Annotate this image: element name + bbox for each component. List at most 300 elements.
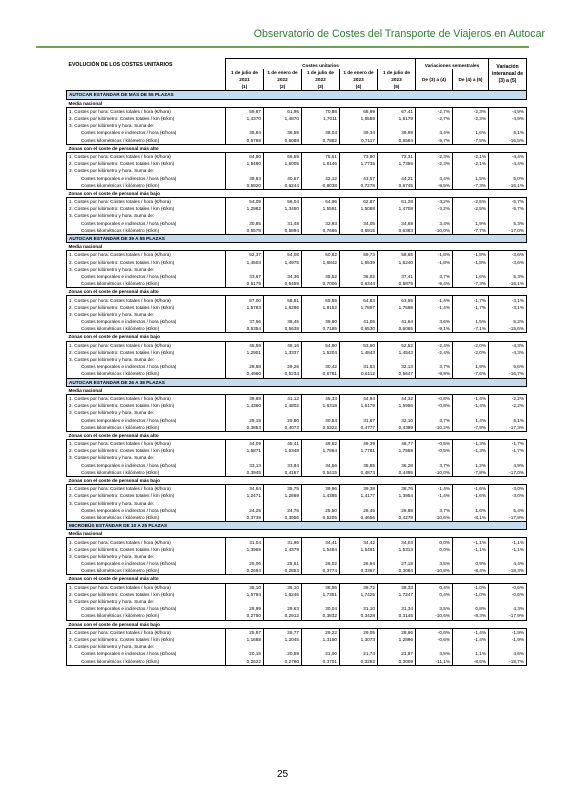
row-label: Costes temporales e indirectos / hora (€/hora) (67, 318, 226, 325)
value-cell: -3,2% (416, 205, 453, 212)
cost-evolution-table (66, 58, 527, 666)
value-cell: -2,4% (416, 349, 453, 356)
value-cell: 20,59 (264, 650, 302, 657)
value-cell: 41,12 (264, 394, 302, 402)
value-cell: -18,7% (489, 657, 527, 665)
empty-cell (378, 356, 416, 363)
value-cell: 21,74 (340, 650, 378, 657)
value-cell: 35,85 (340, 462, 378, 469)
zone-title: Zonas con el coste de personal más bajo (68, 478, 160, 484)
value-cell: 1,6% (453, 507, 489, 514)
value-cell: -8,1% (453, 514, 489, 522)
empty-cell (378, 409, 416, 416)
value-cell: 0,6383 (378, 227, 416, 235)
row-label: Costes temporales e indirectos / hora (€/hora) (67, 220, 226, 227)
value-cell: 1,4708 (378, 205, 416, 212)
value-cell: -16,7% (489, 370, 527, 378)
row-label: Costes kilométricos / kilómetro (€/km) (67, 137, 226, 145)
value-cell: 1,3450 (264, 205, 302, 212)
value-cell: 75,61 (302, 152, 340, 160)
col-header-var-4-5: De (4) a (5) (453, 69, 489, 91)
value-cell: -2,1% (453, 152, 489, 160)
table-row (67, 227, 527, 235)
col-num-3: (3) (302, 83, 340, 91)
value-cell: -4,3% (489, 341, 527, 349)
value-cell: -2,3% (453, 115, 489, 122)
value-cell: -0,6% (489, 583, 527, 591)
table-row (67, 304, 527, 311)
row-label: Costes temporales e indirectos / hora (€/hora) (67, 650, 226, 657)
value-cell: -2,5% (453, 198, 489, 206)
table-row (67, 598, 527, 605)
value-cell: -9,5% (416, 182, 453, 190)
value-cell: 34,42 (340, 538, 378, 546)
row-label: 2. Costes por kilómetro: Costes totales / km (€/km) (67, 402, 226, 409)
value-cell: 29,05 (340, 628, 378, 636)
table-row (67, 370, 527, 378)
empty-cell (416, 598, 453, 605)
value-cell: 30,04 (302, 605, 340, 612)
value-cell: -2,4% (416, 341, 453, 349)
row-label: 3. Costes por kilómetro y hora. Suma de: (67, 598, 226, 605)
empty-cell (416, 212, 453, 219)
value-cell: 1,1688 (226, 636, 264, 643)
empty-cell (416, 167, 453, 174)
value-cell: 38,76 (378, 485, 416, 493)
value-cell: 56,04 (264, 198, 302, 206)
value-cell: 0,6112 (340, 370, 378, 378)
value-cell: 0,4656 (340, 514, 378, 522)
value-cell: -17,9% (489, 612, 527, 620)
value-cell: -7,3% (453, 182, 489, 190)
value-cell: -3,1% (489, 304, 527, 311)
section-title-cell: EVOLUCIÓN DE LOS COSTES UNITARIOS (68, 62, 173, 69)
value-cell: 29,80 (264, 416, 302, 423)
value-cell: 4,4% (489, 560, 527, 567)
row-label: 1. Costes por hora: Costes totales / hora (€/hora) (67, 341, 226, 349)
value-cell: 58,65 (378, 251, 416, 259)
row-label: Costes kilométricos / kilómetro (€/km) (67, 182, 226, 190)
table-row (67, 280, 527, 288)
value-cell: 62,87 (340, 198, 378, 206)
value-cell: -1,4% (416, 304, 453, 311)
value-cell: 1,6179 (378, 115, 416, 122)
value-cell: 0,4073 (264, 424, 302, 432)
value-cell: 0,6781 (302, 370, 340, 378)
row-label: 1. Costes por hora: Costes totales / hora (€/hora) (67, 440, 226, 448)
value-cell: -1,1% (489, 546, 527, 553)
value-cell: 20,15 (226, 650, 264, 657)
empty-cell (340, 500, 378, 507)
value-cell: 28,99 (226, 605, 264, 612)
empty-cell (453, 212, 489, 219)
value-cell: 25,97 (226, 628, 264, 636)
value-cell: -2,5% (453, 205, 489, 212)
value-cell: 32,93 (302, 220, 340, 227)
value-cell: -17,0% (489, 469, 527, 477)
value-cell: -2,3% (453, 107, 489, 115)
value-cell: 39,98 (378, 129, 416, 136)
value-cell: -9,9% (416, 370, 453, 378)
value-cell: 49,62 (302, 440, 340, 448)
value-cell: -3,1% (489, 296, 527, 304)
value-cell: 0,6088 (264, 137, 302, 145)
row-label: 1. Costes por hora: Costes totales / hora (€/hora) (67, 628, 226, 636)
value-cell: 21,97 (378, 650, 416, 657)
value-cell: 54,09 (226, 198, 264, 206)
empty-cell (416, 122, 453, 129)
value-cell: 0,8038 (302, 182, 340, 190)
empty-cell (226, 598, 264, 605)
value-cell: -17,3% (489, 424, 527, 432)
value-cell: -3,0% (489, 492, 527, 499)
value-cell: 0,4167 (264, 469, 302, 477)
value-cell: 33,67 (226, 273, 264, 280)
value-cell: 1,4543 (378, 349, 416, 356)
value-cell: 0,2750 (226, 612, 264, 620)
empty-cell (302, 311, 340, 318)
value-cell: -1,6% (453, 492, 489, 499)
value-cell: 3,4% (416, 174, 453, 181)
table-row (67, 212, 527, 219)
value-cell: -1,7% (453, 296, 489, 304)
table-row (67, 174, 527, 181)
value-cell: -10,8% (416, 567, 453, 575)
empty-cell (302, 212, 340, 219)
empty-cell (489, 643, 527, 650)
row-label: 3. Costes por kilómetro y hora. Suma de: (67, 643, 226, 650)
empty-cell (416, 454, 453, 461)
value-cell: 35,75 (264, 485, 302, 493)
empty-cell (226, 500, 264, 507)
empty-cell (264, 643, 302, 650)
value-cell: 36,28 (378, 462, 416, 469)
value-cell: 39,96 (302, 485, 340, 493)
row-label: Costes temporales e indirectos / hora (€/hora) (67, 363, 226, 370)
value-cell: 0,0% (416, 546, 453, 553)
empty-cell (264, 598, 302, 605)
value-cell: 21,00 (302, 650, 340, 657)
value-cell: 0,7006 (302, 280, 340, 288)
value-cell: -7,8% (453, 469, 489, 477)
empty-cell (340, 409, 378, 416)
value-cell: 1,6539 (340, 259, 378, 266)
empty-cell (489, 598, 527, 605)
row-label: 2. Costes por kilómetro: Costes totales / km (€/km) (67, 259, 226, 266)
value-cell: 40,67 (264, 174, 302, 181)
value-cell: 5,1% (489, 416, 527, 423)
table-row (67, 394, 527, 402)
value-cell: -1,8% (453, 251, 489, 259)
value-cell: 3,5% (416, 605, 453, 612)
value-cell: -17,8% (489, 514, 527, 522)
value-cell: 3,4% (416, 129, 453, 136)
value-cell: -10,6% (416, 612, 453, 620)
empty-cell (264, 311, 302, 318)
value-cell: 48,16 (264, 341, 302, 349)
row-label: Costes kilométricos / kilómetro (€/km) (67, 567, 226, 575)
value-cell: -18,3% (489, 567, 527, 575)
value-cell: 1,2045 (264, 636, 302, 643)
page-number: 25 (276, 769, 289, 780)
empty-cell (340, 454, 378, 461)
value-cell: 59,87 (226, 107, 264, 115)
empty-cell (264, 167, 302, 174)
value-cell: 1,6842 (302, 259, 340, 266)
empty-cell (302, 643, 340, 650)
row-label: 3. Costes por kilómetro y hora. Suma de: (67, 122, 226, 129)
value-cell: 61,96 (264, 107, 302, 115)
value-cell: 1,6240 (378, 259, 416, 266)
value-cell: -8,6% (453, 657, 489, 665)
value-cell: -1,4% (416, 296, 453, 304)
value-cell: 33,84 (264, 462, 302, 469)
col-num-5: (5) (378, 83, 416, 91)
empty-cell (340, 311, 378, 318)
row-label: 1. Costes por hora: Costes totales / hora (€/hora) (67, 394, 226, 402)
document-header-title: Observatorio de Costes del Transporte de Viajeros en Autocar (253, 28, 545, 40)
value-cell: 1,2901 (226, 349, 264, 356)
value-cell: 5,2% (489, 318, 527, 325)
value-cell: 3,4% (416, 220, 453, 227)
value-cell: 1,4843 (340, 349, 378, 356)
value-cell: 29,19 (226, 416, 264, 423)
table-row (67, 462, 527, 469)
value-cell: 1,5% (453, 174, 489, 181)
row-label: 1. Costes por hora: Costes totales / hora (€/hora) (67, 538, 226, 546)
value-cell: -11,1% (416, 657, 453, 665)
value-cell: 61,28 (378, 198, 416, 206)
table-row (67, 129, 527, 136)
value-cell: -2,2% (489, 394, 527, 402)
zone-title: Zonas con el coste de personal más alto (68, 432, 159, 438)
empty-cell (226, 167, 264, 174)
value-cell: 52,37 (226, 251, 264, 259)
category-title: AUTOCAR ESTÁNDAR DE 26 A 38 PLAZAS (67, 378, 527, 386)
value-cell: 38,45 (264, 318, 302, 325)
empty-cell (264, 356, 302, 363)
value-cell: 1,5484 (302, 546, 340, 553)
value-cell: 25,61 (264, 560, 302, 567)
value-cell: -2,2% (489, 402, 527, 409)
value-cell: 67,41 (378, 107, 416, 115)
value-cell: 41,05 (340, 318, 378, 325)
table-row (67, 356, 527, 363)
value-cell: 39,34 (340, 129, 378, 136)
value-cell: 0,6244 (264, 182, 302, 190)
value-cell: 0,5638 (264, 325, 302, 333)
category-row (67, 91, 527, 99)
value-cell: 26,02 (302, 560, 340, 567)
value-cell: 1,6005 (264, 160, 302, 167)
value-cell: 1,6% (453, 129, 489, 136)
value-cell: 0,5879 (378, 280, 416, 288)
empty-cell (489, 454, 527, 461)
value-cell: 39,89 (226, 394, 264, 402)
value-cell: -0,8% (416, 402, 453, 409)
row-label: 1. Costes por hora: Costes totales / hora (€/hora) (67, 152, 226, 160)
empty-cell (489, 122, 527, 129)
col-num-4: (4) (340, 83, 378, 91)
row-label: Costes temporales e indirectos / hora (€/hora) (67, 174, 226, 181)
row-label: Costes temporales e indirectos / hora (€/hora) (67, 560, 226, 567)
value-cell: 36,82 (340, 273, 378, 280)
value-cell: 0,9% (453, 560, 489, 567)
table-row (67, 553, 527, 560)
value-cell: -1,7% (489, 440, 527, 448)
value-cell: 44,32 (378, 394, 416, 402)
value-cell: 1,4379 (264, 546, 302, 553)
value-cell: 0,7666 (302, 227, 340, 235)
empty-cell (378, 553, 416, 560)
value-cell: 3,6% (416, 318, 453, 325)
table-row (67, 612, 527, 620)
row-label: Costes kilométricos / kilómetro (€/km) (67, 424, 226, 432)
table-row (67, 251, 527, 259)
value-cell: 36,59 (264, 129, 302, 136)
value-cell: -9,4% (416, 280, 453, 288)
value-cell: -0,5% (416, 440, 453, 448)
zone-header-row (67, 189, 527, 197)
value-cell: 44,21 (378, 174, 416, 181)
value-cell: -1,3% (453, 447, 489, 454)
zone-title: Zonas con el coste de personal más alto (68, 576, 159, 582)
value-cell: 1,4802 (264, 402, 302, 409)
value-cell: 0,0% (416, 538, 453, 546)
value-cell: -7,6% (453, 370, 489, 378)
value-cell: 0,3292 (340, 657, 378, 665)
value-cell: 1,7247 (378, 591, 416, 598)
value-cell: -1,0% (453, 591, 489, 598)
value-cell: 43,57 (340, 174, 378, 181)
value-cell: 0,5578 (226, 227, 264, 235)
value-cell: 29,22 (302, 628, 340, 636)
table-row (67, 198, 527, 206)
value-cell: -10,0% (416, 469, 453, 477)
value-cell: 0,3009 (378, 657, 416, 665)
value-cell: 73,90 (340, 152, 378, 160)
value-cell: 60,82 (302, 251, 340, 259)
empty-cell (489, 356, 527, 363)
value-cell: -0,6% (489, 591, 527, 598)
value-cell: 34,69 (378, 220, 416, 227)
value-cell: 3,7% (416, 273, 453, 280)
empty-cell (453, 643, 489, 650)
value-cell: 37,41 (378, 273, 416, 280)
value-cell: 1,7355 (378, 160, 416, 167)
zone-title: Media nacional (68, 531, 103, 537)
value-cell: 30,54 (302, 416, 340, 423)
row-label: 3. Costes por kilómetro y hora. Suma de: (67, 212, 226, 219)
zone-title: Zonas con el coste de personal más alto (68, 289, 159, 295)
value-cell: -9,7% (416, 137, 453, 145)
value-cell: 0,3367 (340, 567, 378, 575)
value-cell: 1,6246 (264, 591, 302, 598)
value-cell: 1,5871 (226, 447, 264, 454)
empty-cell (489, 553, 527, 560)
value-cell: 4,9% (489, 462, 527, 469)
value-cell: 0,5415 (302, 469, 340, 477)
row-label: 1. Costes por hora: Costes totales / hora (€/hora) (67, 251, 226, 259)
table-row (67, 650, 527, 657)
empty-cell (340, 598, 378, 605)
value-cell: 27,18 (378, 560, 416, 567)
row-label: 1. Costes por hora: Costes totales / hora (€/hora) (67, 198, 226, 206)
value-cell: 0,2622 (226, 657, 264, 665)
value-cell: 63,55 (378, 296, 416, 304)
empty-cell (226, 553, 264, 560)
category-title: AUTOCAR ESTÁNDAR DE 39 A 55 PLAZAS (67, 234, 527, 242)
table-row (67, 402, 527, 409)
empty-cell (302, 356, 340, 363)
value-cell: 1,8152 (302, 304, 340, 311)
value-cell: 0,4777 (340, 424, 378, 432)
value-cell: 1,5591 (302, 205, 340, 212)
value-cell: 38,04 (302, 129, 340, 136)
empty-cell (489, 167, 527, 174)
table-row (67, 122, 527, 129)
value-cell: -1,3% (453, 440, 489, 448)
value-cell: 24,76 (264, 507, 302, 514)
value-cell: -16,5% (489, 137, 527, 145)
empty-cell (340, 643, 378, 650)
table-row (67, 440, 527, 448)
value-cell: 0,3739 (226, 514, 264, 522)
value-cell: 44,09 (226, 440, 264, 448)
empty-cell (489, 212, 527, 219)
value-cell: 1,4385 (302, 492, 340, 499)
value-cell: -1,4% (453, 628, 489, 636)
table-row (67, 492, 527, 499)
value-cell: 38,72 (340, 583, 378, 591)
empty-cell (302, 598, 340, 605)
table-row (67, 560, 527, 567)
table-row (67, 318, 527, 325)
value-cell: 1,7864 (302, 447, 340, 454)
value-cell: 64,96 (302, 198, 340, 206)
row-label: 3. Costes por kilómetro y hora. Suma de: (67, 311, 226, 318)
value-cell: 31,04 (226, 538, 264, 546)
value-cell: 1,7781 (340, 447, 378, 454)
value-cell: 46,59 (226, 341, 264, 349)
empty-cell (264, 266, 302, 273)
value-cell: 31,34 (378, 605, 416, 612)
col-header-5: 1 de julio de 2023 (378, 69, 416, 83)
empty-cell (453, 266, 489, 273)
value-cell: 72,31 (378, 152, 416, 160)
empty-cell (264, 122, 302, 129)
table-row (67, 424, 527, 432)
value-cell: 0,5459 (264, 280, 302, 288)
empty-cell (378, 454, 416, 461)
zone-title: Media nacional (68, 100, 103, 106)
value-cell: 31,53 (340, 363, 378, 370)
table-row (67, 273, 527, 280)
value-cell: -1,7% (489, 447, 527, 454)
value-cell: -4,9% (489, 107, 527, 115)
empty-cell (226, 311, 264, 318)
value-cell: 38,33 (378, 583, 416, 591)
value-cell: 1,7897 (340, 304, 378, 311)
value-cell: 1,5313 (378, 546, 416, 553)
value-cell: 1,3954 (378, 492, 416, 499)
table-row (67, 657, 527, 665)
zone-title: Media nacional (68, 244, 103, 250)
value-cell: 0,6344 (340, 280, 378, 288)
header-costes-unitarios: Costes unitarios (226, 59, 416, 70)
empty-cell (416, 643, 453, 650)
table-row (67, 167, 527, 174)
